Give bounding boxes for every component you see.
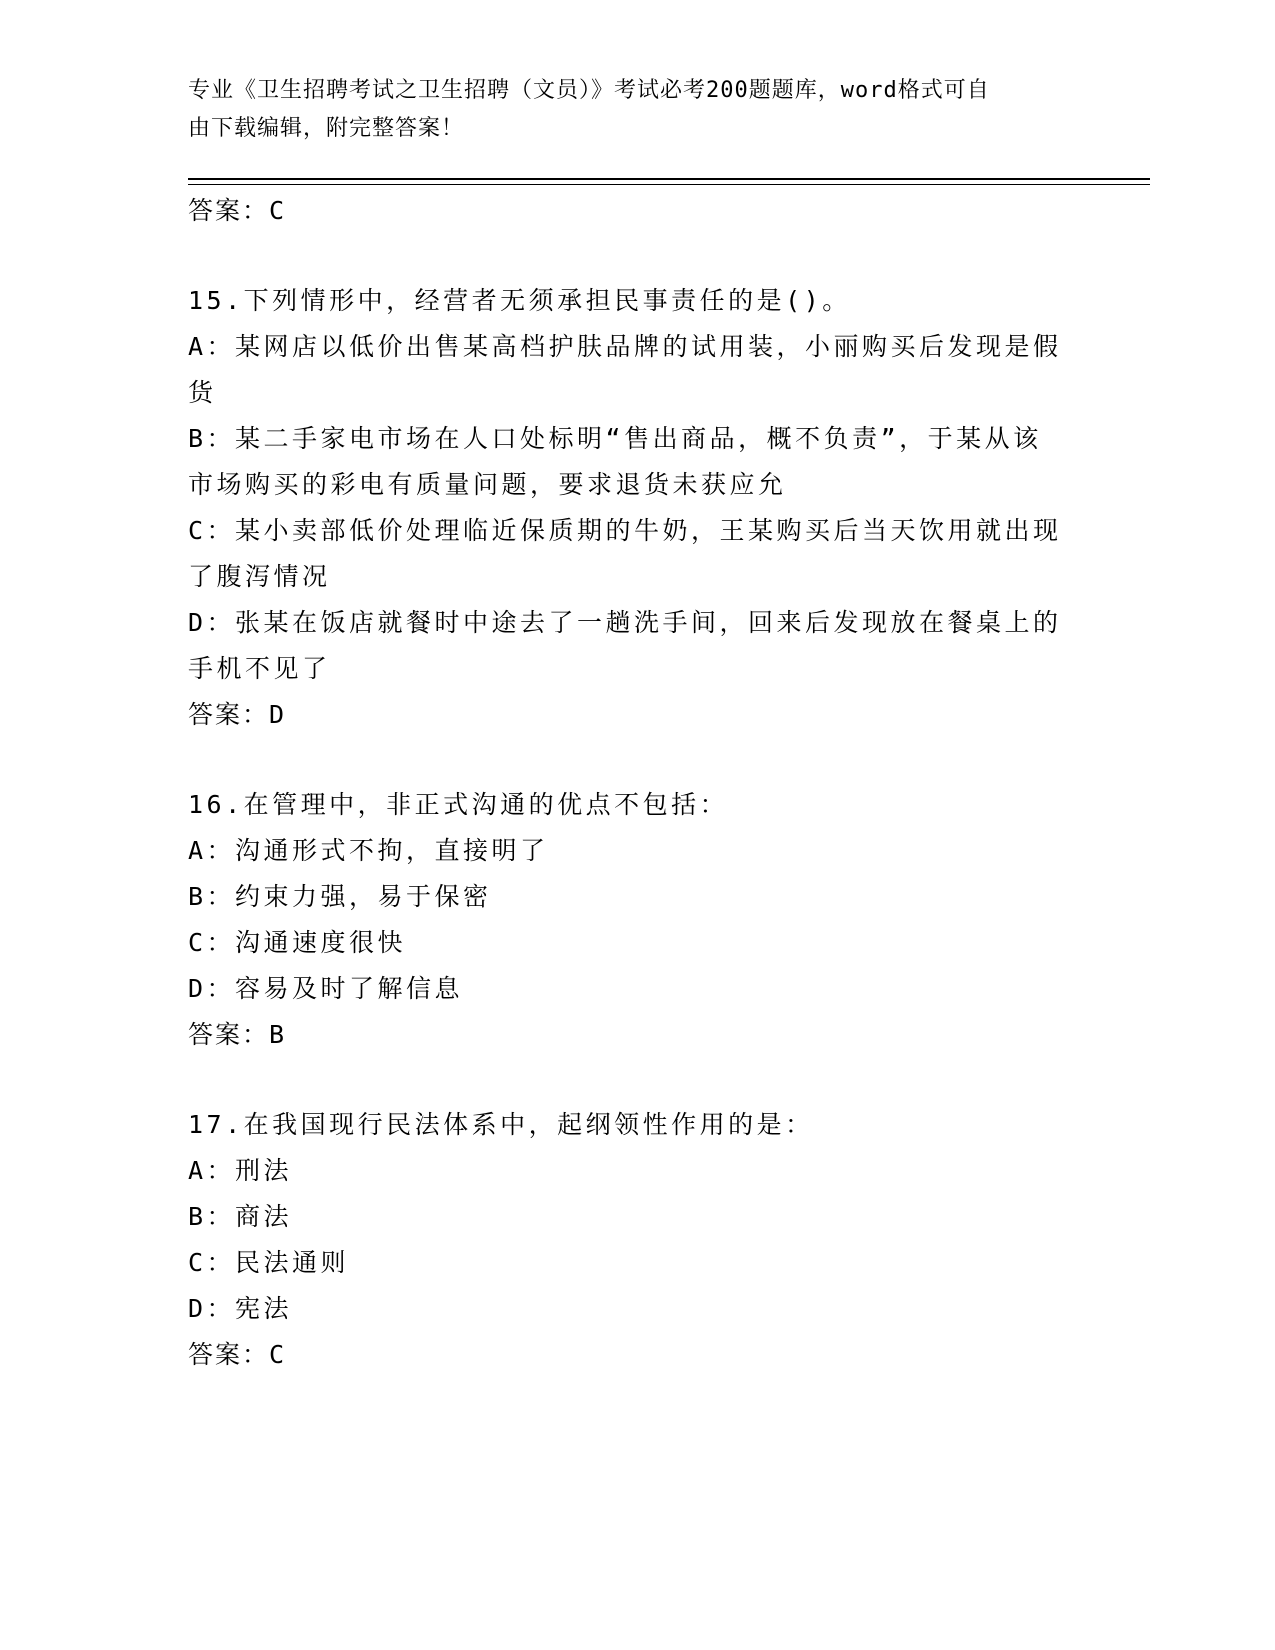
option-text: C：某小卖部低价处理临近保质期的牛奶，王某购买后当天饮用就出现	[188, 516, 1062, 545]
question-block	[188, 1102, 1088, 1378]
option-text: 市场购买的彩电有质量问题，要求退货未获应允	[188, 470, 787, 499]
question-stem: 16.在管理中，非正式沟通的优点不包括：	[188, 790, 729, 819]
answer-value: C	[269, 196, 287, 225]
question-block	[188, 782, 1088, 1058]
option-text: C：沟通速度很快	[188, 928, 407, 957]
option-text: D：张某在饭店就餐时中途去了一趟洗手间，回来后发现放在餐桌上的	[188, 608, 1062, 637]
header-rule-thick	[188, 178, 1150, 180]
question-stem: 17.在我国现行民法体系中，起纲领性作用的是：	[188, 1110, 814, 1139]
option-text: 货	[188, 378, 217, 407]
answer-line	[188, 692, 1088, 738]
option-text: A：某网店以低价出售某高档护肤品牌的试用装，小丽购买后发现是假	[188, 332, 1062, 361]
header-rule-thin	[188, 184, 1150, 185]
question-block	[188, 278, 1088, 738]
header-line-1: 专业《卫生招聘考试之卫生招聘（文员）》考试必考200题题库，word格式可自	[188, 78, 990, 103]
answer-line	[188, 1012, 1088, 1058]
answer-line	[188, 1332, 1088, 1378]
option-text: D：容易及时了解信息	[188, 974, 464, 1003]
answer-line	[188, 188, 1088, 234]
option-text: 了腹泻情况	[188, 562, 331, 591]
answer-value: D	[269, 700, 287, 729]
question-stem: 15.下列情形中，经营者无须承担民事责任的是()。	[188, 286, 851, 315]
option-text: A：沟通形式不拘，直接明了	[188, 836, 549, 865]
option-text: B：某二手家电市场在人口处标明“售出商品，概不负责”，于某从该	[188, 424, 1042, 453]
header-line-2: 由下载编辑，附完整答案！	[188, 116, 465, 141]
answer-label: 答案：	[188, 1340, 270, 1369]
option-text: D：宪法	[188, 1294, 293, 1323]
question-list	[188, 188, 1088, 1378]
option-text: 手机不见了	[188, 654, 331, 683]
option-text: C：民法通则	[188, 1248, 350, 1277]
document-header	[188, 72, 1068, 148]
answer-value: B	[269, 1020, 287, 1049]
option-text: A：刑法	[188, 1156, 293, 1185]
answer-label: 答案：	[188, 700, 270, 729]
option-text: B：商法	[188, 1202, 293, 1231]
answer-value: C	[269, 1340, 287, 1369]
answer-label: 答案：	[188, 1020, 270, 1049]
answer-label: 答案：	[188, 196, 270, 225]
option-text: B：约束力强，易于保密	[188, 882, 492, 911]
